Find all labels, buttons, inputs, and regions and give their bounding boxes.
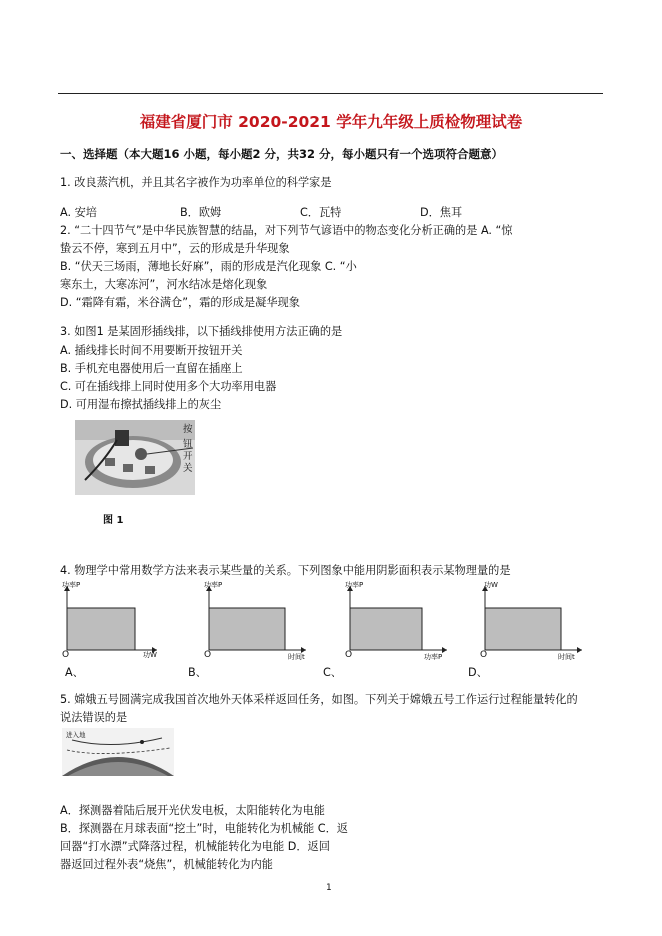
q5-option-line-1: A．探测器着陆后展开光伏发电板，太阳能转化为电能 <box>60 804 325 817</box>
q5-option-line-4: 器返回过程外表“烧焦”，机械能转化为内能 <box>60 858 273 871</box>
figure1-label-2: 钮 <box>183 439 193 450</box>
graph-b <box>204 580 314 660</box>
graph-a <box>62 580 162 660</box>
q4-stem: 4. 物理学中常用数学方法来表示某些量的关系。下列图象中能用阴影面积表示某物理量的是 <box>60 564 511 577</box>
q1-option-c: C．瓦特 <box>300 206 342 219</box>
figure1-caption: 图 1 <box>103 515 124 526</box>
graph-a-ylabel: 功率P <box>62 581 81 589</box>
q4-option-c: C、 <box>323 666 342 679</box>
q3-option-a: A. 插线排长时间不用要断开按钮开关 <box>60 344 243 357</box>
change5-figure-label: 进入地 <box>66 731 86 739</box>
graph-d-ylabel: 功W <box>484 581 498 589</box>
power-strip-photo <box>75 420 195 495</box>
q1-option-a: A. 安培 <box>60 206 97 219</box>
graph-c-xlabel: 功率P <box>424 653 443 661</box>
header-rule <box>58 93 603 94</box>
graph-a-xlabel: 功W <box>143 651 157 659</box>
q4-option-d: D、 <box>468 666 488 679</box>
graph-a-origin: O <box>62 650 70 660</box>
graph-b-xlabel: 时间t <box>288 653 305 661</box>
q1-option-d: D．焦耳 <box>420 206 463 219</box>
q2-line-3: B. “伏天三场雨，薄地长好麻”，雨的形成是汽化现象 C. “小 <box>60 260 357 273</box>
q5-option-line-2: B．探测器在月球表面“挖土”时，电能转化为机械能 C．返 <box>60 822 348 835</box>
q3-option-c: C. 可在插线排上同时使用多个大功率用电器 <box>60 380 277 393</box>
q3-option-b: B. 手机充电器使用后一直留在插座上 <box>60 362 243 375</box>
q5-stem-line-1: 5. 嫦娥五号圆满完成我国首次地外天体采样返回任务，如图。下列关于嫦娥五号工作运行过程能量转化的 <box>60 693 578 706</box>
graph-c <box>345 580 455 660</box>
graph-c-ylabel: 功率P <box>345 581 364 589</box>
graph-b-origin: O <box>204 650 212 660</box>
q5-option-line-3: 回器“打水漂”式降落过程，机械能转化为电能 D．返回 <box>60 840 330 853</box>
graph-c-origin: O <box>345 650 353 660</box>
q1-option-b: B．欧姆 <box>180 206 222 219</box>
figure1-label-1: 按 <box>183 424 193 435</box>
q2-line-4: 寒东土，大寒冻河”，河水结冰是熔化现象 <box>60 278 268 291</box>
figure1-label-3: 开 <box>183 451 193 462</box>
q2-line-1: 2. “二十四节气”是中华民族智慧的结晶，对下列节气谚语中的物态变化分析正确的是 A. “惊 <box>60 224 513 237</box>
graph-d <box>480 580 590 660</box>
graph-d-origin: O <box>480 650 488 660</box>
q3-option-d: D. 可用湿布擦拭插线排上的灰尘 <box>60 398 222 411</box>
q2-line-5: D. “霜降有霜，米谷满仓”，霜的形成是凝华现象 <box>60 296 300 309</box>
figure1-label-4: 关 <box>183 463 193 474</box>
graph-b-ylabel: 功率P <box>204 581 223 589</box>
q4-option-b: B、 <box>188 666 207 679</box>
q5-stem-line-2: 说法错误的是 <box>60 711 128 724</box>
graph-d-xlabel: 时间t <box>558 653 575 661</box>
page-title: 福建省厦门市 2020-2021 学年九年级上质检物理试卷 <box>139 113 523 131</box>
q2-line-2: 蛰云不停，寒到五月中”，云的形成是升华现象 <box>60 242 290 255</box>
section-heading: 一、选择题（本大题16 小题，每小题2 分，共32 分，每小题只有一个选项符合题意） <box>60 147 504 161</box>
q3-stem: 3. 如图1 是某固形插线排，以下插线排使用方法正确的是 <box>60 325 343 338</box>
q1-stem: 1. 改良蒸汽机，并且其名字被作为功率单位的科学家是 <box>60 176 332 189</box>
page-number: 1 <box>326 883 332 893</box>
q4-option-a: A、 <box>65 666 84 679</box>
